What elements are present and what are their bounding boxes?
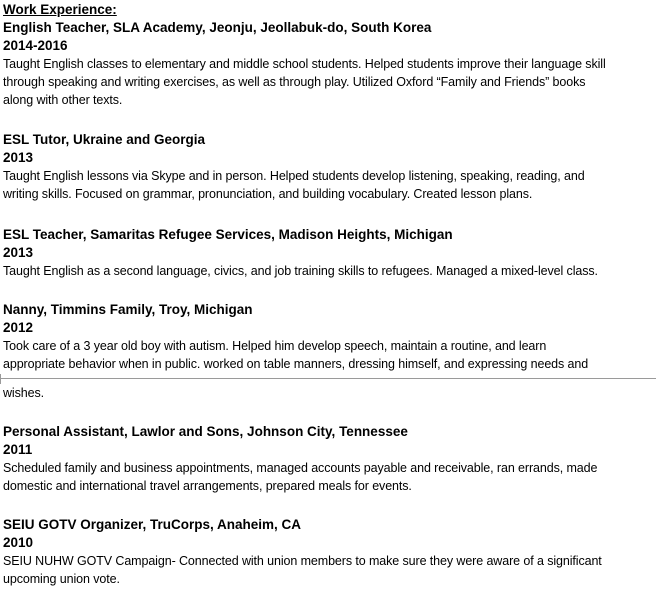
description-line: appropriate behavior when in public. worked on table manners, dressing himself, and expressing needs and [3,357,589,371]
description-line: upcoming union vote. [3,572,120,586]
job-description [3,552,655,588]
job-entry [3,301,655,373]
job-title: ESL Tutor, Ukraine and Georgia [3,132,206,147]
description-line: writing skills. Focused on grammar, pronunciation, and building vocabulary. Created lesson plans. [3,187,533,201]
job-years: 2013 [3,245,34,260]
description-line: along with other texts. [3,93,123,107]
job-title: ESL Teacher, Samaritas Refugee Services, Madison Heights, Michigan [3,227,453,242]
job-title: English Teacher, SLA Academy, Jeonju, Jeollabuk-do, South Korea [3,20,432,35]
description-line: Taught English classes to elementary and middle school students. Helped students improve their language skill [3,57,606,71]
description-line: domestic and international travel arrangements, prepared meals for events. [3,479,412,493]
job-entry [3,423,655,495]
description-line: through speaking and writing exercises, as well as through play. Utilized Oxford “Family and Friends” books [3,75,586,89]
job-years: 2014-2016 [3,38,68,53]
job-years: 2010 [3,535,34,550]
job-years: 2011 [3,442,33,457]
job-years: 2012 [3,320,34,335]
page-break-divider [0,378,656,379]
job-entry [3,19,655,109]
description-line: Took care of a 3 year old boy with autism. Helped him develop speech, maintain a routine, and learn [3,339,547,353]
job-title: Personal Assistant, Lawlor and Sons, Johnson City, Tennessee [3,424,408,439]
job-description [3,337,655,373]
job-description [3,262,655,280]
job-entry [3,131,655,203]
job-description [3,459,655,495]
section-heading-work-experience: Work Experience: [3,2,117,17]
job-years: 2013 [3,150,34,165]
description-line: SEIU NUHW GOTV Campaign- Connected with union members to make sure they were aware of a significant [3,554,602,568]
job-entry [3,226,655,280]
job-description [3,55,655,109]
job-title: Nanny, Timmins Family, Troy, Michigan [3,302,253,317]
description-line: Scheduled family and business appointments, managed accounts payable and receivable, ran errands, made [3,461,598,475]
page-corner-mark [0,374,6,384]
job-title: SEIU GOTV Organizer, TruCorps, Anaheim, CA [3,517,302,532]
description-line: Taught English as a second language, civics, and job training skills to refugees. Managed a mixed-level class. [3,264,598,278]
job-description [3,167,655,203]
description-continued-line: wishes. [3,386,44,400]
job-entry [3,516,655,588]
description-line: Taught English lessons via Skype and in person. Helped students develop listening, speaking, reading, and [3,169,585,183]
